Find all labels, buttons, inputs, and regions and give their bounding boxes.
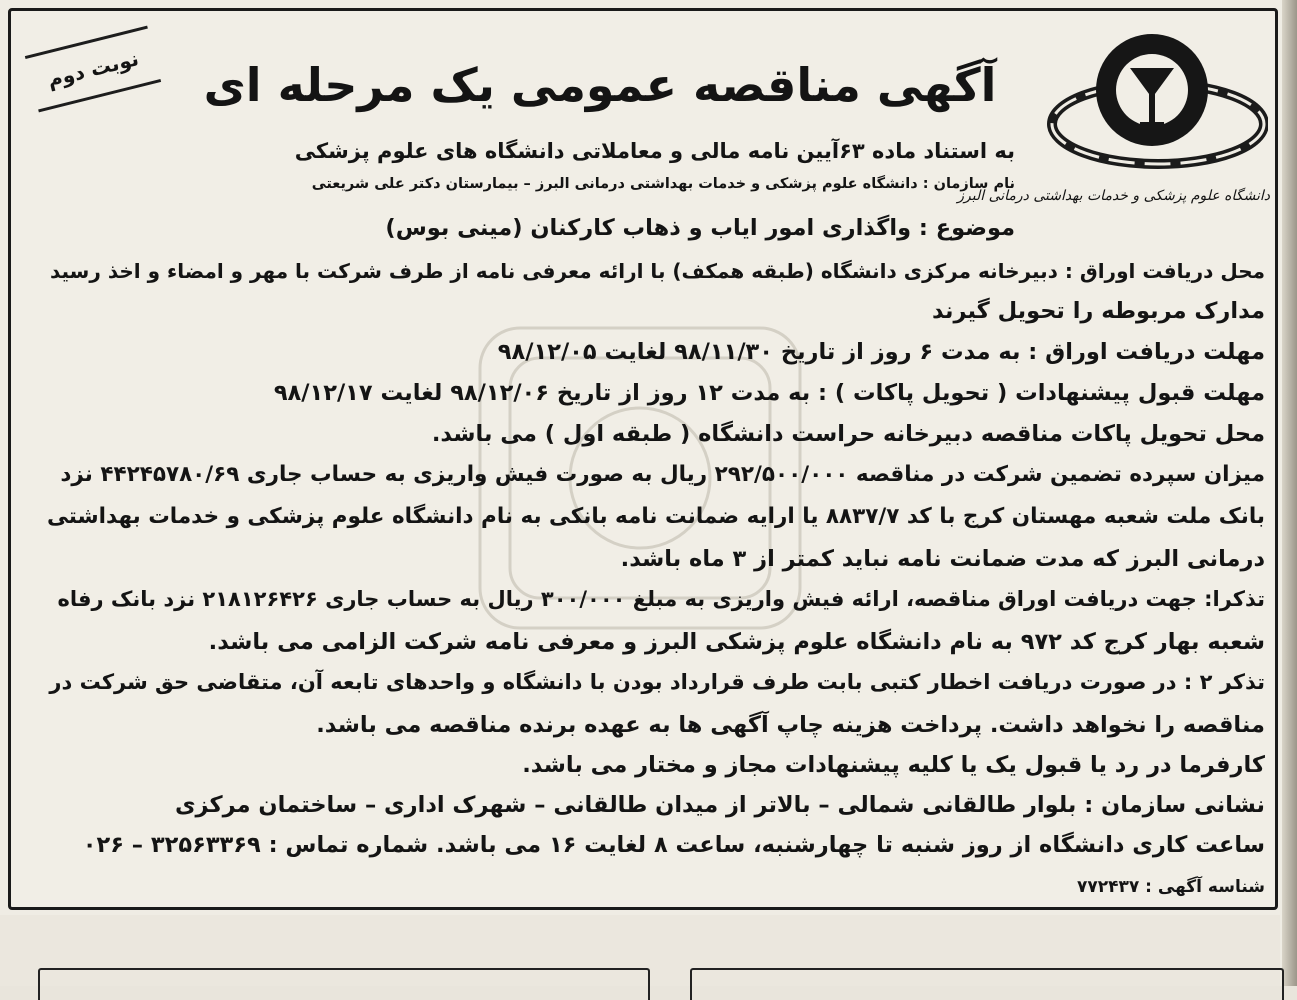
next-ad-box-left [38, 968, 650, 1000]
intro-line-subject: موضوع : واگذاری امور ایاب و ذهاب کارکنان (مینی بوس) [385, 215, 1015, 241]
body-line-13: کارفرما در رد یا قبول یک یا کلیه پیشنهادات مجاز و مختار می باشد. [522, 752, 1265, 778]
body-line-8: درمانی البرز که مدت ضمانت نامه نباید کمتر از ۳ ماه باشد. [620, 546, 1265, 572]
body-line-7: بانک ملت شعبه مهستان کرج با کد ۸۸۳۷/۷ یا ارایه ضمانت نامه بانکی به نام دانشگاه علوم پزشکی و خدمات بهداشتی [46, 504, 1265, 529]
body-line-12: مناقصه را نخواهد داشت. پرداخت هزینه چاپ آگهی ها به عهده برنده مناقصه می باشد. [316, 712, 1265, 738]
body-line-6: میزان سپرده تضمین شرکت در مناقصه ۲۹۲/۵۰۰/۰۰۰ ریال به صورت فیش واریزی به حساب جاری ۴۴۲۴۵۷۸۰/۶۹ نزد [60, 462, 1265, 487]
intro-line-regulation: به استناد ماده ۶۳آیین نامه مالی و معاملاتی دانشگاه های علوم پزشکی [294, 139, 1015, 163]
intro-line-organization: نام سازمان : دانشگاه علوم پزشکی و خدمات بهداشتی درمانی البرز – بیمارستان دکتر علی شریعتی [311, 176, 1015, 192]
next-ad-box-right [690, 968, 1284, 1000]
logo-caption: دانشگاه علوم پزشکی و خدمات بهداشتی درمانی البرز [957, 188, 1270, 204]
body-line-10: شعبه بهار کرج کد ۹۷۲ به نام دانشگاه علوم پزشکی البرز و معرفی نامه شرکت الزامی می باشد. [208, 629, 1265, 655]
ad-id: شناسه آگهی : ۷۷۲۴۳۷ [1076, 877, 1265, 897]
body-line-15: ساعت کاری دانشگاه از روز شنبه تا چهارشنبه، ساعت ۸ لغایت ۱۶ می باشد. شماره تماس : ۳۲۵۶۳۳۶۹ – ۰۲۶ [82, 832, 1265, 858]
body-line-2: مدارک مربوطه را تحویل گیرند [932, 298, 1265, 324]
body-line-1: محل دریافت اوراق : دبیرخانه مرکزی دانشگاه (طبقه همکف) با ارائه معرفی نامه از طرف شرکت با مهر و امضاء و اخذ رسید [49, 259, 1265, 283]
body-line-9: تذکرا: جهت دریافت اوراق مناقصه، ارائه فیش واریزی به مبلغ ۳۰۰/۰۰۰ ریال به حساب جاری ۲۱۸۱۲۶۴۲۶ نزد بانک رفاه [57, 587, 1265, 611]
second-notice-text: نوبت دوم [44, 46, 142, 92]
page-edge-shadow [1282, 0, 1297, 986]
body-line-4: مهلت قبول پیشنهادات ( تحویل پاکات ) : به مدت ۱۲ روز از تاریخ ۹۸/۱۲/۰۶ لغایت ۹۸/۱۲/۱۷ [273, 380, 1265, 406]
ad-title: آگهی مناقصه عمومی یک مرحله ای [203, 58, 997, 112]
body-line-14: نشانی سازمان : بلوار طالقانی شمالی – بالاتر از میدان طالقانی – شهرک اداری – ساختمان مرکزی [174, 792, 1265, 818]
body-line-11: تذکر ۲ : در صورت دریافت اخطار کتبی بابت طرف قرارداد بودن با دانشگاه و واحدهای تابعه آن، متقاضی حق شرکت در [49, 670, 1265, 694]
body-line-5: محل تحویل پاکات مناقصه دبیرخانه حراست دانشگاه ( طبقه اول ) می باشد. [431, 421, 1265, 447]
body-line-3: مهلت دریافت اوراق : به مدت ۶ روز از تاریخ ۹۸/۱۱/۳۰ لغایت ۹۸/۱۲/۰۵ [497, 339, 1265, 365]
